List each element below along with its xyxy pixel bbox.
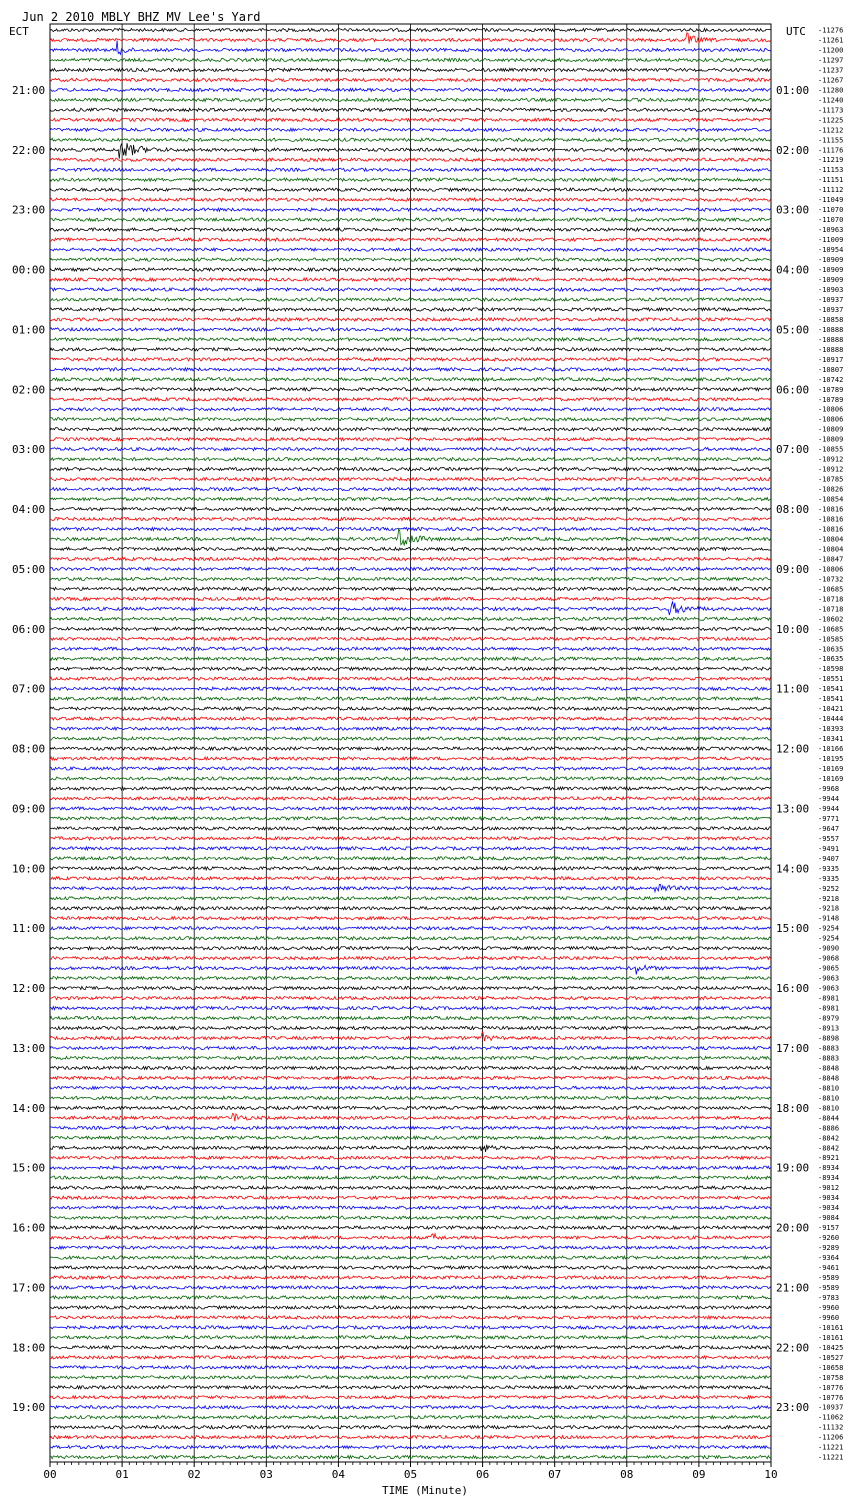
- trace-offset-label: -11225: [818, 116, 844, 125]
- left-hour-label: 01:00: [12, 323, 46, 337]
- trace-offset-label: -11212: [818, 126, 844, 135]
- trace-offset-label: -8883: [818, 1044, 840, 1053]
- trace-offset-label: -11237: [818, 66, 844, 75]
- trace-offset-label: -9218: [818, 904, 840, 913]
- trace-offset-label: -9063: [818, 984, 840, 993]
- trace-offset-label: -10161: [818, 1333, 844, 1342]
- trace-offset-label: -10635: [818, 645, 844, 654]
- trace-offset-label: -9968: [818, 784, 840, 793]
- left-hour-label: 15:00: [12, 1161, 46, 1175]
- trace-offset-label: -10789: [818, 395, 844, 404]
- x-tick-label: 02: [187, 1468, 201, 1481]
- trace-offset-label: -10195: [818, 755, 844, 764]
- trace-offset-label: -10807: [818, 365, 844, 374]
- trace-offset-label: -10809: [818, 435, 844, 444]
- x-tick-label: 07: [548, 1468, 562, 1481]
- trace-offset-label: -10718: [818, 605, 844, 614]
- left-hour-label: 07:00: [12, 682, 46, 696]
- trace-offset-label: -9090: [818, 944, 840, 953]
- trace-offset-label: -10161: [818, 1323, 844, 1332]
- trace-offset-label: -10598: [818, 665, 844, 674]
- trace-offset-label: -11297: [818, 56, 844, 65]
- left-hour-label: 14:00: [12, 1101, 46, 1115]
- trace-offset-label: -11049: [818, 196, 844, 205]
- trace-offset-label: -8810: [818, 1084, 840, 1093]
- right-hour-label: 15:00: [776, 922, 810, 936]
- trace-offset-label: -10826: [818, 485, 844, 494]
- trace-offset-label: -11173: [818, 106, 844, 115]
- trace-offset-label: -10776: [818, 1383, 844, 1392]
- x-tick-label: 08: [620, 1468, 634, 1481]
- trace-offset-label: -10602: [818, 615, 844, 624]
- trace-offset-label: -9771: [818, 814, 840, 823]
- chart-title: Jun 2 2010 MBLY BHZ MV Lee's Yard: [22, 10, 261, 24]
- trace-offset-label: -10937: [818, 1403, 844, 1412]
- x-tick-label: 10: [764, 1468, 778, 1481]
- left-hour-label: 11:00: [12, 922, 46, 936]
- right-hour-label: 19:00: [776, 1161, 810, 1175]
- trace-offset-label: -10858: [818, 315, 844, 324]
- x-tick-label: 09: [692, 1468, 706, 1481]
- right-hour-label: 01:00: [776, 83, 810, 97]
- right-hour-label: 02:00: [776, 143, 810, 157]
- right-hour-label: 04:00: [776, 263, 810, 277]
- trace-offset-label: -8886: [818, 1124, 840, 1133]
- trace-offset-label: -10937: [818, 305, 844, 314]
- trace-offset-label: -8981: [818, 1004, 840, 1013]
- trace-offset-label: -9407: [818, 854, 840, 863]
- trace-offset-label: -11200: [818, 46, 844, 55]
- trace-offset-label: -8810: [818, 1104, 840, 1113]
- right-hour-label: 13:00: [776, 802, 810, 816]
- trace-offset-label: -10541: [818, 685, 844, 694]
- right-hour-label: 21:00: [776, 1281, 810, 1295]
- trace-offset-label: -10963: [818, 226, 844, 235]
- trace-offset-label: -10789: [818, 385, 844, 394]
- trace-offset-label: -10912: [818, 465, 844, 474]
- left-hour-label: 02:00: [12, 383, 46, 397]
- left-hour-label: 04:00: [12, 503, 46, 517]
- trace-offset-label: -8898: [818, 1034, 840, 1043]
- trace-offset-label: -10909: [818, 256, 844, 265]
- seismogram-trace: [50, 567, 771, 570]
- trace-offset-label: -11240: [818, 96, 844, 105]
- trace-offset-label: -10685: [818, 625, 844, 634]
- x-tick-label: 01: [115, 1468, 129, 1481]
- right-hour-label: 03:00: [776, 203, 810, 217]
- right-hour-label: 08:00: [776, 503, 810, 517]
- right-hour-label: 18:00: [776, 1101, 810, 1115]
- x-tick-label: 00: [43, 1468, 57, 1481]
- trace-offset-label: -10685: [818, 585, 844, 594]
- trace-offset-label: -11009: [818, 236, 844, 245]
- x-tick-label: 04: [331, 1468, 346, 1481]
- trace-offset-label: -9364: [818, 1254, 840, 1263]
- trace-offset-label: -10169: [818, 775, 844, 783]
- trace-offset-label: -10635: [818, 655, 844, 664]
- trace-offset-label: -10732: [818, 575, 844, 584]
- trace-offset-label: -9063: [818, 974, 840, 983]
- left-hour-label: 03:00: [12, 443, 46, 457]
- trace-offset-label: -10166: [818, 745, 844, 754]
- trace-offset-label: -11206: [818, 1433, 844, 1442]
- trace-offset-label: -9068: [818, 954, 840, 963]
- trace-offset-label: -10758: [818, 1373, 844, 1382]
- right-hour-label: 22:00: [776, 1341, 810, 1355]
- trace-offset-label: -11276: [818, 26, 844, 35]
- trace-offset-label: -10917: [818, 355, 844, 364]
- trace-offset-label: -10169: [818, 765, 844, 774]
- trace-offset-label: -9218: [818, 894, 840, 903]
- trace-offset-label: -9491: [818, 844, 840, 853]
- trace-offset-label: -10804: [818, 535, 844, 544]
- trace-offset-label: -11280: [818, 86, 844, 95]
- trace-offset-label: -10806: [818, 405, 844, 414]
- trace-offset-label: -10776: [818, 1393, 844, 1402]
- right-hour-label: 16:00: [776, 982, 810, 996]
- left-hour-labels: [12, 84, 45, 1414]
- trace-offset-label: -8844: [818, 1114, 840, 1123]
- trace-offset-label: -10527: [818, 1353, 844, 1362]
- x-axis-title: TIME (Minute): [381, 1484, 469, 1497]
- trace-offset-label: -10909: [818, 266, 844, 275]
- trace-offset-label: -10888: [818, 325, 844, 334]
- x-tick-label: 03: [259, 1468, 273, 1481]
- trace-offset-label: -8848: [818, 1064, 840, 1073]
- left-hour-label: 23:00: [12, 203, 46, 217]
- trace-offset-label: -11070: [818, 216, 844, 225]
- right-hour-label: 10:00: [776, 622, 810, 636]
- trace-offset-label: -9557: [818, 834, 840, 843]
- trace-offset-label: -9960: [818, 1303, 840, 1312]
- right-hour-label: 05:00: [776, 323, 810, 337]
- left-hour-label: 10:00: [12, 862, 46, 876]
- trace-offset-label: -9065: [818, 964, 840, 973]
- trace-offset-label: -9461: [818, 1264, 840, 1273]
- trace-offset-label: -11153: [818, 166, 844, 175]
- x-tick-label: 06: [475, 1468, 490, 1481]
- trace-offset-label: -9589: [818, 1283, 840, 1292]
- trace-offset-label: -10909: [818, 276, 844, 284]
- trace-offset-label: -9157: [818, 1224, 840, 1233]
- trace-offset-label: -9084: [818, 1214, 840, 1223]
- trace-offset-label: -10541: [818, 695, 844, 704]
- trace-offset-label: -9647: [818, 824, 840, 833]
- trace-offset-label: -10903: [818, 285, 844, 294]
- left-timezone-label: ECT: [9, 25, 29, 38]
- trace-offset-label: -11221: [818, 1443, 844, 1452]
- trace-offset-label: -9260: [818, 1234, 840, 1243]
- trace-offset-label: -8934: [818, 1174, 840, 1183]
- left-hour-label: 17:00: [12, 1281, 46, 1295]
- trace-offset-label: -11176: [818, 146, 844, 155]
- trace-offset-label: -8842: [818, 1144, 840, 1153]
- trace-offset-label: -10425: [818, 1343, 844, 1352]
- right-hour-labels: [776, 84, 809, 1414]
- left-hour-label: 19:00: [12, 1401, 46, 1415]
- left-hour-label: 13:00: [12, 1041, 46, 1055]
- trace-offset-label: -8921: [818, 1154, 840, 1163]
- trace-offset-label: -9254: [818, 924, 840, 933]
- trace-offset-label: -9034: [818, 1194, 840, 1203]
- trace-offset-label: -11261: [818, 36, 844, 45]
- trace-offset-label: -10806: [818, 415, 844, 424]
- trace-offset-label: -10854: [818, 495, 844, 504]
- trace-offset-label: -9944: [818, 804, 840, 813]
- trace-offset-label: -9034: [818, 1204, 840, 1213]
- left-hour-label: 08:00: [12, 742, 46, 756]
- left-hour-label: 21:00: [12, 83, 46, 97]
- trace-offset-label: -9012: [818, 1184, 840, 1193]
- left-hour-label: 06:00: [12, 622, 46, 636]
- trace-offset-label: -10718: [818, 595, 844, 604]
- trace-offset-label: -8913: [818, 1024, 840, 1033]
- trace-offset-label: -11267: [818, 76, 844, 85]
- right-hour-label: 17:00: [776, 1041, 810, 1055]
- trace-offset-label: -9148: [818, 914, 840, 923]
- trace-offset-label: -9289: [818, 1244, 840, 1253]
- right-hour-label: 23:00: [776, 1401, 810, 1415]
- trace-offset-label: -9335: [818, 864, 840, 873]
- trace-offset-label: -10816: [818, 505, 844, 514]
- right-hour-label: 14:00: [776, 862, 810, 876]
- trace-offset-label: -8883: [818, 1054, 840, 1063]
- trace-offset-label: -8981: [818, 994, 840, 1003]
- trace-offset-label: -8979: [818, 1014, 840, 1023]
- x-axis-ticks: [43, 1462, 777, 1481]
- left-hour-label: 16:00: [12, 1221, 46, 1235]
- trace-offset-label: -10421: [818, 705, 844, 714]
- trace-offset-label: -10809: [818, 425, 844, 434]
- trace-offset-label: -9783: [818, 1293, 840, 1302]
- trace-offset-label: -10806: [818, 565, 844, 574]
- trace-offset-label: -11219: [818, 156, 844, 165]
- trace-offset-label: -11132: [818, 1423, 844, 1432]
- trace-offset-label: -10888: [818, 335, 844, 344]
- trace-offset-label: -10393: [818, 725, 844, 734]
- trace-offset-label: -10742: [818, 375, 844, 384]
- trace-offset-label: -11151: [818, 176, 844, 185]
- right-hour-label: 09:00: [776, 562, 810, 576]
- x-tick-label: 05: [403, 1468, 418, 1481]
- left-hour-label: 22:00: [12, 143, 46, 157]
- trace-offset-label: -10785: [818, 475, 844, 484]
- trace-offset-label: -10585: [818, 635, 844, 644]
- left-hour-label: 18:00: [12, 1341, 46, 1355]
- trace-offset-label: -9252: [818, 884, 840, 893]
- left-hour-label: 05:00: [12, 562, 46, 576]
- trace-offset-label: -8842: [818, 1134, 840, 1143]
- right-hour-label: 20:00: [776, 1221, 810, 1235]
- trace-offset-label: -8810: [818, 1094, 840, 1103]
- trace-offset-label: -10937: [818, 295, 844, 304]
- trace-offset-label: -11062: [818, 1413, 844, 1422]
- trace-offset-label: -10551: [818, 675, 844, 684]
- right-hour-label: 06:00: [776, 383, 810, 397]
- trace-offset-label: -11112: [818, 186, 844, 195]
- right-hour-label: 07:00: [776, 443, 810, 457]
- right-hour-label: 11:00: [776, 682, 810, 696]
- trace-offset-labels: [818, 27, 843, 1462]
- right-hour-label: 12:00: [776, 742, 810, 756]
- trace-offset-label: -10658: [818, 1363, 844, 1372]
- trace-offset-label: -11155: [818, 136, 844, 145]
- trace-offset-label: -10816: [818, 515, 844, 524]
- trace-offset-label: -10816: [818, 525, 844, 534]
- trace-offset-label: -9335: [818, 874, 840, 883]
- trace-offset-label: -8934: [818, 1164, 840, 1173]
- trace-offset-label: -10912: [818, 455, 844, 464]
- trace-offset-label: -11070: [818, 206, 844, 215]
- trace-offset-label: -8848: [818, 1074, 840, 1083]
- trace-offset-label: -10855: [818, 445, 844, 454]
- trace-offset-label: -9254: [818, 934, 840, 943]
- left-hour-label: 09:00: [12, 802, 46, 816]
- trace-offset-label: -10888: [818, 345, 844, 354]
- trace-offset-label: -10341: [818, 735, 844, 744]
- trace-offset-label: -10847: [818, 555, 844, 564]
- trace-offset-label: -9960: [818, 1313, 840, 1322]
- trace-offset-label: -10804: [818, 545, 844, 554]
- trace-offset-label: -10444: [818, 715, 844, 724]
- trace-offset-label: -9944: [818, 794, 840, 803]
- trace-offset-label: -10954: [818, 246, 844, 255]
- trace-offset-label: -9589: [818, 1274, 840, 1282]
- trace-offset-label: -11221: [818, 1453, 844, 1462]
- right-timezone-label: UTC: [786, 25, 806, 38]
- left-hour-label: 12:00: [12, 982, 46, 996]
- left-hour-label: 00:00: [12, 263, 46, 277]
